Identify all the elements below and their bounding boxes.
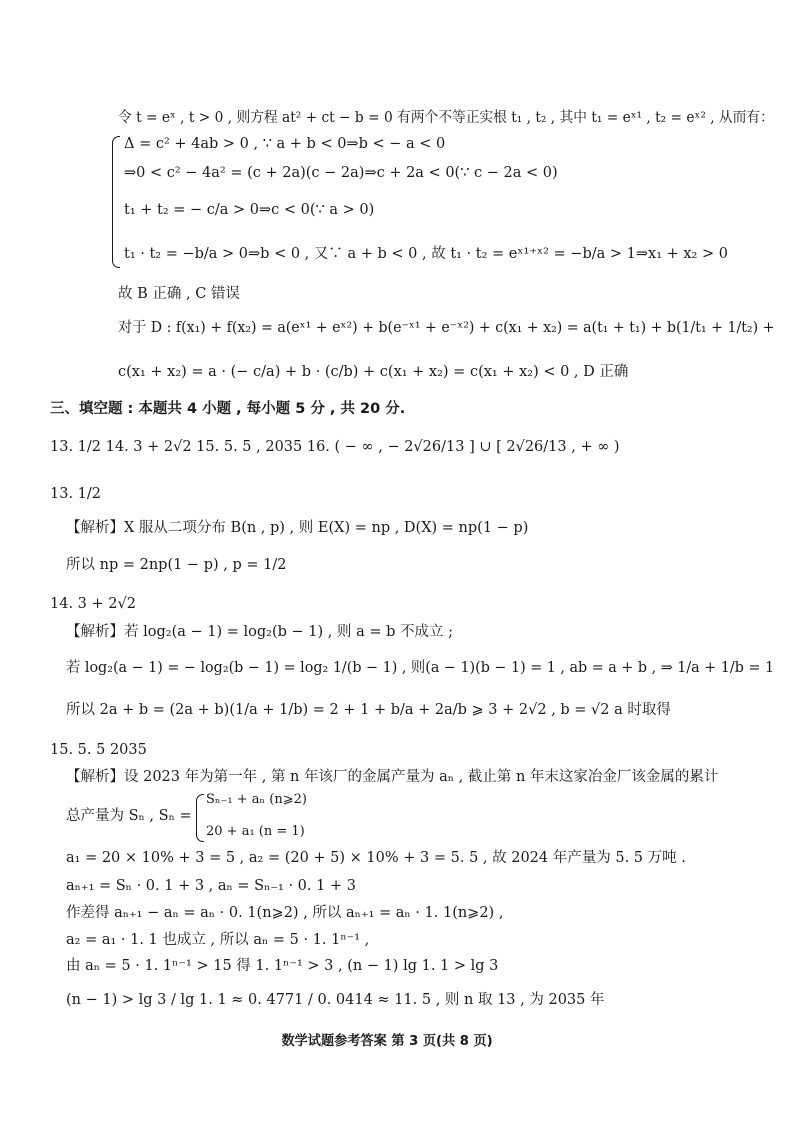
q14-step3: 所以 2a + b = (2a + b)(1/a + 1/b) = 2 + 1 + b/a + 2a/b ⩾ 3 + 2√2 , b = √2 a 时取得 xyxy=(66,702,671,718)
q15-line-d: a₂ = a₁ · 1. 1 也成立 , 所以 aₙ = 5 · 1. 1ⁿ⁻¹ , xyxy=(66,932,370,948)
q15-line-e: 由 aₙ = 5 · 1. 1ⁿ⁻¹ > 15 得 1. 1ⁿ⁻¹ > 3 , (n − 1) lg 1. 1 > lg 3 xyxy=(66,958,499,974)
q14-step2: 若 log₂(a − 1) = − log₂(b − 1) = log₂ 1/(b − 1) , 则(a − 1)(b − 1) = 1 , ab = a + b , ⇒ 1/a + 1/b = 1 xyxy=(66,660,775,676)
q13-analysis: 【解析】X 服从二项分布 B(n , p) , 则 E(X) = np , D(X) = np(1 − p) xyxy=(66,520,529,536)
section-heading: 三、填空题 : 本题共 4 小题 , 每小题 5 分 , 共 20 分. xyxy=(50,401,406,417)
q14-analysis: 【解析】若 log₂(a − 1) = log₂(b − 1) , 则 a = b 不成立 ; xyxy=(66,624,453,640)
q15-line-f: (n − 1) > lg 3 / lg 1. 1 ≈ 0. 4771 / 0. 0414 ≈ 11. 5 , 则 n 取 13 , 为 2035 年 xyxy=(66,992,605,1008)
q15-line-a: a₁ = 20 × 10% + 3 = 5 , a₂ = (20 + 5) × 10% + 3 = 5. 5 , 故 2024 年产量为 5. 5 万吨 . xyxy=(66,850,686,866)
conclusion-bc: 故 B 正确 , C 错误 xyxy=(118,286,240,302)
q13-label: 13. 1/2 xyxy=(50,486,102,502)
sn-case-1: Sₙ₋₁ + aₙ (n⩾2) xyxy=(206,792,307,807)
page-footer: 数学试题参考答案 第 3 页(共 8 页) xyxy=(281,1033,493,1049)
intro-line: 令 t = eˣ , t > 0 , 则方程 at² + ct − b = 0 有两个不等正实根 t₁ , t₂ , 其中 t₁ = eˣ¹ , t₂ = eˣ² , 从而有： xyxy=(118,110,774,126)
q13-result: 所以 np = 2np(1 − p) , p = 1/2 xyxy=(66,557,287,573)
q15-line-b: aₙ₊₁ = Sₙ · 0. 1 + 3 , aₙ = Sₙ₋₁ · 0. 1 + 3 xyxy=(66,878,356,894)
q15-line-c: 作差得 aₙ₊₁ − aₙ = aₙ · 0. 1(n⩾2) , 所以 aₙ₊₁ = aₙ · 1. 1(n⩾2) , xyxy=(66,905,504,921)
sn-cases-brace xyxy=(196,794,204,842)
q15-analysis-2: 总产量为 Sₙ , Sₙ = xyxy=(66,808,192,824)
d-line-2: c(x₁ + x₂) = a · (− c/a) + b · (c/b) + c(x₁ + x₂) = c(x₁ + x₂) < 0 , D 正确 xyxy=(118,364,629,380)
cases-brace xyxy=(112,136,120,268)
case-line-1: Δ = c² + 4ab > 0 , ∵ a + b < 0⇒b < − a < 0 xyxy=(124,136,446,152)
q14-label: 14. 3 + 2√2 xyxy=(50,596,136,612)
d-line-1: 对于 D : f(x₁) + f(x₂) = a(eˣ¹ + eˣ²) + b(e⁻ˣ¹ + e⁻ˣ²) + c(x₁ + x₂) = a(t₁ + t₁) + b(1/t₁ + 1/t₂) + xyxy=(118,320,775,336)
case-line-2: ⇒0 < c² − 4a² = (c + 2a)(c − 2a)⇒c + 2a < 0(∵ c − 2a < 0) xyxy=(124,165,558,181)
sn-case-2: 20 + a₁ (n = 1) xyxy=(206,824,305,839)
case-line-3: t₁ + t₂ = − c/a > 0⇒c < 0(∵ a > 0) xyxy=(124,202,375,218)
case-line-4: t₁ · t₂ = −b/a > 0⇒b < 0 , 又∵ a + b < 0 , 故 t₁ · t₂ = eˣ¹⁺ˣ² = −b/a > 1⇒x₁ + x₂ > 0 xyxy=(124,246,728,262)
q15-analysis-1: 【解析】设 2023 年为第一年 , 第 n 年该厂的金属产量为 aₙ , 截止第 n 年末这家冶金厂该金属的累计 xyxy=(66,769,719,785)
answers-row: 13. 1/2 14. 3 + 2√2 15. 5. 5 , 2035 16. ( − ∞ , − 2√26/13 ] ∪ [ 2√26/13 , + ∞ ) xyxy=(50,439,620,455)
q15-label: 15. 5. 5 2035 xyxy=(50,742,147,758)
